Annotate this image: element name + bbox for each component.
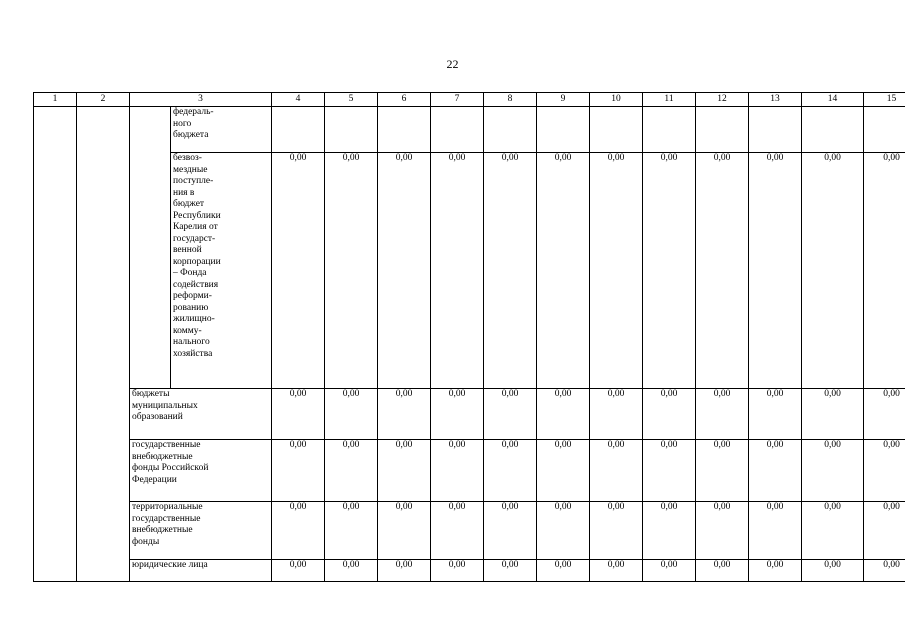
value-cell: 0,00 bbox=[484, 389, 537, 440]
value-cell: 0,00 bbox=[864, 502, 905, 560]
header-cell: 11 bbox=[643, 93, 696, 107]
header-cell: 8 bbox=[484, 93, 537, 107]
value-cell: 0,00 bbox=[590, 153, 643, 389]
value-cell: 0,00 bbox=[802, 153, 864, 389]
header-row bbox=[34, 93, 905, 107]
value-cell bbox=[272, 107, 325, 153]
value-cell: 0,00 bbox=[431, 440, 484, 502]
value-cell: 0,00 bbox=[643, 502, 696, 560]
value-cell: 0,00 bbox=[749, 502, 802, 560]
value-cell: 0,00 bbox=[590, 502, 643, 560]
value-cell: 0,00 bbox=[802, 502, 864, 560]
value-cell: 0,00 bbox=[484, 440, 537, 502]
table-row bbox=[34, 502, 905, 560]
value-cell: 0,00 bbox=[537, 502, 590, 560]
value-cell: 0,00 bbox=[272, 153, 325, 389]
value-cell bbox=[378, 107, 431, 153]
row-label: юридические лица bbox=[130, 560, 272, 582]
value-cell bbox=[749, 107, 802, 153]
value-cell: 0,00 bbox=[431, 502, 484, 560]
value-cell: 0,00 bbox=[378, 389, 431, 440]
value-cell: 0,00 bbox=[484, 560, 537, 582]
header-cell: 6 bbox=[378, 93, 431, 107]
value-cell bbox=[325, 107, 378, 153]
value-cell bbox=[590, 107, 643, 153]
value-cell: 0,00 bbox=[802, 440, 864, 502]
header-cell: 7 bbox=[431, 93, 484, 107]
value-cell bbox=[431, 107, 484, 153]
header-cell: 10 bbox=[590, 93, 643, 107]
value-cell: 0,00 bbox=[643, 389, 696, 440]
row-label: бюджеты муниципальных образований bbox=[130, 389, 272, 440]
header-cell: 14 bbox=[802, 93, 864, 107]
value-cell: 0,00 bbox=[696, 440, 749, 502]
value-cell: 0,00 bbox=[749, 153, 802, 389]
value-cell: 0,00 bbox=[537, 389, 590, 440]
value-cell: 0,00 bbox=[378, 560, 431, 582]
value-cell: 0,00 bbox=[696, 560, 749, 582]
value-cell: 0,00 bbox=[378, 502, 431, 560]
value-cell: 0,00 bbox=[272, 560, 325, 582]
value-cell: 0,00 bbox=[537, 153, 590, 389]
table-row bbox=[34, 107, 905, 153]
value-cell: 0,00 bbox=[431, 560, 484, 582]
value-cell: 0,00 bbox=[590, 440, 643, 502]
col1-cell bbox=[34, 107, 77, 582]
row-label: безвоз- мездные поступле- ния в бюджет Республики Карелия от государст- венной корпорации – Фонда содействия реформи- рованию жилищно- комму- нального хозяйства bbox=[171, 153, 272, 389]
value-cell: 0,00 bbox=[696, 153, 749, 389]
header-cell: 12 bbox=[696, 93, 749, 107]
value-cell bbox=[864, 107, 905, 153]
row-label: территориальные государственные внебюджетные фонды bbox=[130, 502, 272, 560]
header-cell: 2 bbox=[77, 93, 130, 107]
value-cell: 0,00 bbox=[484, 502, 537, 560]
header-cell: 15 bbox=[864, 93, 905, 107]
value-cell: 0,00 bbox=[590, 389, 643, 440]
value-cell: 0,00 bbox=[484, 153, 537, 389]
value-cell: 0,00 bbox=[272, 502, 325, 560]
value-cell bbox=[643, 107, 696, 153]
value-cell: 0,00 bbox=[431, 153, 484, 389]
value-cell: 0,00 bbox=[325, 389, 378, 440]
value-cell: 0,00 bbox=[749, 389, 802, 440]
value-cell bbox=[484, 107, 537, 153]
header-cell: 5 bbox=[325, 93, 378, 107]
value-cell: 0,00 bbox=[325, 153, 378, 389]
row-label: государственные внебюджетные фонды Российской Федерации bbox=[130, 440, 272, 502]
value-cell: 0,00 bbox=[802, 560, 864, 582]
value-cell: 0,00 bbox=[590, 560, 643, 582]
table-row bbox=[34, 560, 905, 582]
value-cell: 0,00 bbox=[749, 560, 802, 582]
page-number: 22 bbox=[446, 57, 459, 71]
header-cell: 4 bbox=[272, 93, 325, 107]
value-cell: 0,00 bbox=[696, 502, 749, 560]
table-row bbox=[34, 389, 905, 440]
value-cell: 0,00 bbox=[864, 440, 905, 502]
header-cell: 1 bbox=[34, 93, 77, 107]
value-cell bbox=[696, 107, 749, 153]
value-cell: 0,00 bbox=[325, 440, 378, 502]
value-cell: 0,00 bbox=[378, 153, 431, 389]
value-cell: 0,00 bbox=[864, 560, 905, 582]
col2-cell bbox=[77, 107, 130, 582]
value-cell: 0,00 bbox=[643, 153, 696, 389]
table-row bbox=[34, 440, 905, 502]
budget-table bbox=[33, 92, 905, 582]
value-cell: 0,00 bbox=[272, 389, 325, 440]
row-label: федераль- ного бюджета bbox=[171, 107, 272, 153]
value-cell: 0,00 bbox=[537, 560, 590, 582]
value-cell: 0,00 bbox=[325, 560, 378, 582]
value-cell bbox=[802, 107, 864, 153]
value-cell bbox=[537, 107, 590, 153]
value-cell: 0,00 bbox=[802, 389, 864, 440]
value-cell: 0,00 bbox=[864, 389, 905, 440]
value-cell: 0,00 bbox=[378, 440, 431, 502]
value-cell: 0,00 bbox=[696, 389, 749, 440]
value-cell: 0,00 bbox=[864, 153, 905, 389]
header-cell: 3 bbox=[130, 93, 272, 107]
value-cell: 0,00 bbox=[643, 440, 696, 502]
value-cell: 0,00 bbox=[272, 440, 325, 502]
value-cell: 0,00 bbox=[749, 440, 802, 502]
col3-outer-cell bbox=[130, 107, 171, 389]
header-cell: 9 bbox=[537, 93, 590, 107]
header-cell: 13 bbox=[749, 93, 802, 107]
value-cell: 0,00 bbox=[643, 560, 696, 582]
value-cell: 0,00 bbox=[537, 440, 590, 502]
value-cell: 0,00 bbox=[325, 502, 378, 560]
value-cell: 0,00 bbox=[431, 389, 484, 440]
